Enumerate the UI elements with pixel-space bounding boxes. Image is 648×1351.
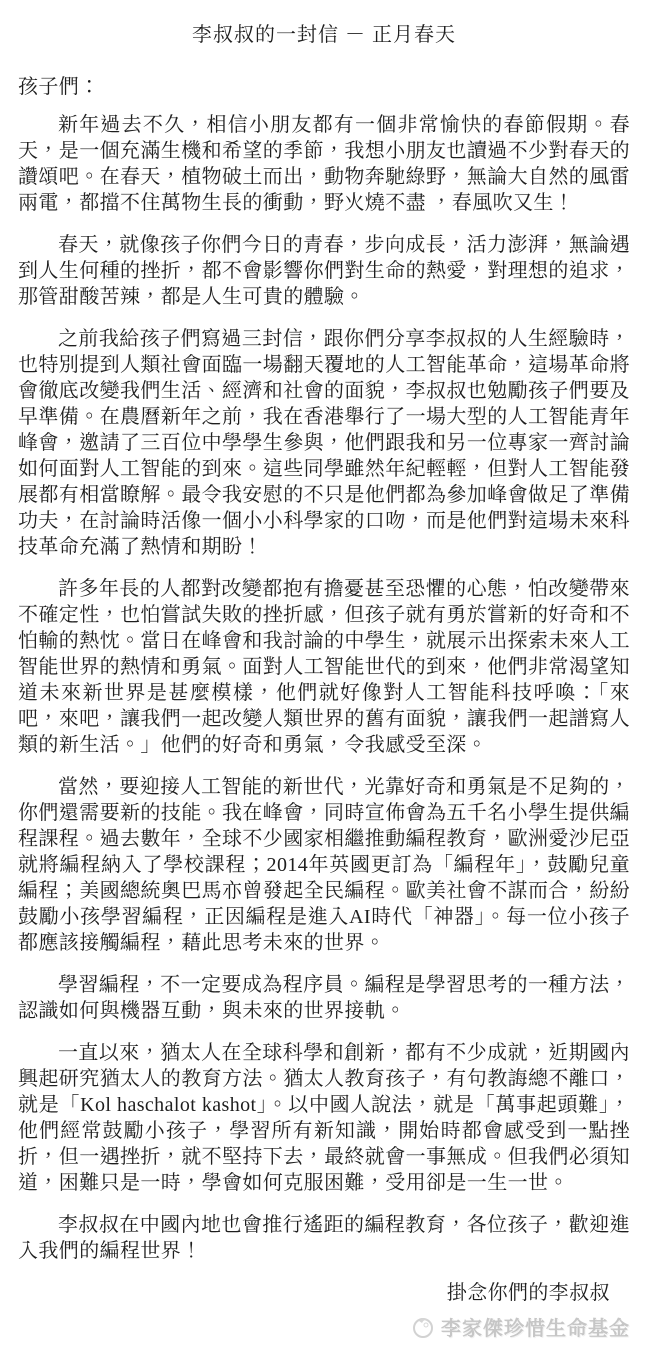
- signature: 掛念你們的李叔叔: [446, 1282, 610, 1304]
- paragraph-coding-thinking: 學習編程，不一定要成為程序員。編程是學習思考的一種方法，認識如何與機器互動，與未來的世界接軌。: [18, 974, 630, 1022]
- letter-body: [18, 112, 630, 1264]
- paragraph-coding-education: 當然，要迎接人工智能的新世代，光靠好奇和勇氣是不足夠的，你們還需要新的技能。我在峰會，同時宣佈會為五千名小學生提供編程課程。過去數年，全球不少國家相繼推動編程教育，歐洲愛沙尼亞就將編程納入了學校課程；2014年英國更訂為「編程年」，鼓勵兒童編程；美國總統奧巴馬亦曾發起全民編程。歐美社會不謀而合，紛紛鼓勵小孩學習編程，正因編程是進入AI時代「神器」。每一位小孩子都應該接觸編程，藉此思考未來的世界。: [18, 776, 630, 954]
- watermark-text: 李家傑珍惜生命基金: [441, 1318, 630, 1340]
- paragraph-jewish-teaching: 一直以來，猶太人在全球科學和創新，都有不少成就，近期國內興起研究猶太人的教育方法。猶太人教育孩子，有句教誨總不離口，就是「Kol haschalot kashot」。以中國人說法，就是「萬事起頭難」，他們經常鼓勵小孩子，學習所有新知識，開始時都會感受到一點挫折，但一遇挫折，就不堅持下去，最終就會一事無成。但我們必須知道，困難只是一時，學會如何克服困難，受用卻是一生一世。: [18, 1042, 630, 1194]
- salutation: 孩子們：: [18, 76, 100, 98]
- paragraph-courage-curiosity: 許多年長的人都對改變都抱有擔憂甚至恐懼的心態，怕改變帶來不確定性，也怕嘗試失敗的挫折感，但孩子就有勇於嘗新的好奇和不怕輸的熱忱。當日在峰會和我討論的中學生，就展示出探索未來人工智能世界的熱情和勇氣。面對人工智能世代的到來，他們非常渴望知道未來新世界是甚麼模樣，他們就好像對人工智能科技呼喚：「來吧，來吧，讓我們一起改變人類世界的舊有面貌，讓我們一起譜寫人類的新生活。」他們的好奇和勇氣，令我感受至深。: [18, 578, 630, 756]
- letter-title: 李叔叔的一封信 － 正月春天: [192, 24, 456, 46]
- foundation-watermark: [18, 1312, 630, 1341]
- paragraph-mainland-coding: 李叔叔在中國內地也會推行遙距的編程教育，各位孩子，歡迎進入我們的編程世界！: [18, 1214, 630, 1262]
- swirl-circle-icon: [410, 1314, 436, 1340]
- paragraph-youth-spring: 春天，就像孩子你們今日的青春，步向成長，活力澎湃，無論遇到人生何種的挫折，都不會影響你們對生命的熱愛，對理想的追求，那管甜酸苦辣，都是人生可貴的體驗。: [18, 234, 630, 308]
- paragraph-spring-festival: 新年過去不久，相信小朋友都有一個非常愉快的春節假期。春天，是一個充滿生機和希望的季節，我想小朋友也讀過不少對春天的讚頌吧。在春天，植物破土而出，動物奔馳綠野，無論大自然的風雷兩電，都擋不住萬物生長的衝動，野火燒不盡 ，春風吹又生！: [18, 114, 630, 214]
- paragraph-ai-summit: 之前我給孩子們寫過三封信，跟你們分享李叔叔的人生經驗時，也特別提到人類社會面臨一場翻天覆地的人工智能革命，這場革命將會徹底改變我們生活、經濟和社會的面貌，李叔叔也勉勵孩子們要及早準備。在農曆新年之前，我在香港舉行了一場大型的人工智能青年峰會，邀請了三百位中學學生參與，他們跟我和另一位專家一齊討論如何面對人工智能的到來。這些同學雖然年紀輕輕，但對人工智能發展都有相當瞭解。最令我安慰的不只是他們都為參加峰會做足了準備功夫，在討論時活像一個小小科學家的口吻，而是他們對這場未來科技革命充滿了熱情和期盼！: [18, 328, 630, 558]
